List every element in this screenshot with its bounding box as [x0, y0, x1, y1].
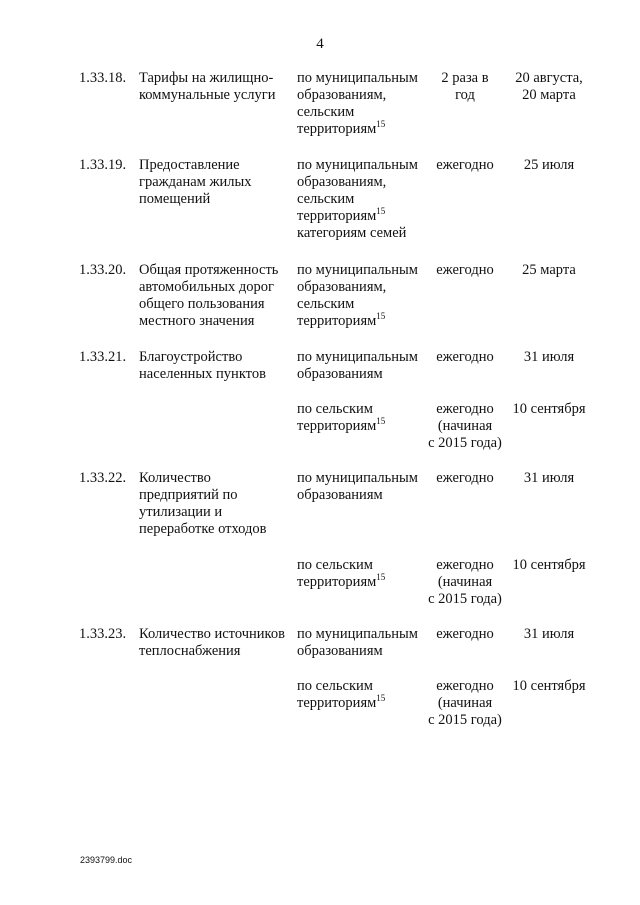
table-row	[0, 262, 640, 329]
footnote-ref: 15	[376, 206, 386, 216]
footnote-ref: 15	[376, 311, 386, 321]
item-number: 1.33.23.	[79, 626, 127, 642]
deadline	[503, 262, 595, 279]
disaggregation-line: сельским	[297, 296, 355, 312]
footnote-ref: 15	[376, 119, 386, 129]
deadline-line: 20 августа,	[515, 70, 583, 86]
disaggregation	[297, 262, 427, 330]
disaggregation	[297, 70, 427, 138]
periodicity-line: с 2015 года)	[428, 591, 502, 607]
indicator-name-line: коммунальные услуги	[139, 87, 276, 103]
indicator-name-line: общего пользования	[139, 296, 265, 312]
indicator-name	[139, 626, 297, 660]
disaggregation-line: по муниципальным	[297, 626, 418, 642]
footnote-ref: 15	[376, 416, 386, 426]
item-number: 1.33.20.	[79, 262, 127, 278]
table-row	[0, 349, 640, 382]
disaggregation-line: образованиям	[297, 643, 383, 659]
indicator-name	[139, 262, 297, 330]
disaggregation-line: по муниципальным	[297, 70, 418, 86]
table-row	[0, 470, 640, 537]
periodicity-line: ежегодно	[436, 626, 494, 642]
page-number: 4	[316, 36, 324, 52]
table-row	[0, 401, 640, 451]
periodicity-line: ежегодно	[436, 349, 494, 365]
disaggregation	[297, 157, 427, 242]
table-row	[0, 626, 640, 659]
table-row	[0, 157, 640, 241]
periodicity	[423, 470, 507, 487]
disaggregation	[297, 626, 427, 660]
deadline-line: 10 сентября	[512, 401, 586, 417]
disaggregation-line: сельским	[297, 191, 355, 207]
indicator-name-line: Количество источников	[139, 626, 285, 642]
indicator-name	[139, 349, 297, 383]
disaggregation-line: территориям$^{15}$	[297, 572, 386, 590]
indicator-name-line: Тарифы на жилищно-	[139, 70, 274, 86]
periodicity-line: с 2015 года)	[428, 435, 502, 451]
indicator-name	[139, 70, 297, 104]
deadline-line: 10 сентября	[512, 557, 586, 573]
deadline	[503, 70, 595, 104]
disaggregation-line: по муниципальным	[297, 349, 418, 365]
disaggregation	[297, 349, 427, 383]
deadline-line: 25 июля	[523, 157, 575, 173]
periodicity	[423, 626, 507, 643]
deadline	[503, 557, 595, 574]
periodicity-line: (начиная	[437, 574, 493, 590]
periodicity	[423, 157, 507, 174]
disaggregation-line: сельским	[297, 104, 355, 120]
periodicity-line: с 2015 года)	[428, 712, 502, 728]
disaggregation	[297, 678, 427, 712]
disaggregation-line: территориям$^{15}$	[297, 119, 386, 137]
disaggregation-line: территориям$^{15}$	[297, 693, 386, 711]
periodicity	[423, 678, 507, 729]
table-row	[0, 678, 640, 728]
indicator-name-line: гражданам жилых	[139, 174, 252, 190]
disaggregation-line: по муниципальным	[297, 470, 418, 486]
item-number: 1.33.18.	[79, 70, 127, 86]
periodicity	[423, 349, 507, 366]
periodicity-line: ежегодно	[436, 157, 494, 173]
indicator-name-line: помещений	[139, 191, 211, 207]
disaggregation-line: территориям$^{15}$	[297, 206, 386, 224]
disaggregation-line: образованиям	[297, 487, 383, 503]
periodicity-line: ежегодно	[436, 262, 494, 278]
deadline-line: 20 марта	[522, 87, 576, 103]
deadline-line: 25 марта	[522, 262, 576, 278]
deadline	[503, 678, 595, 695]
periodicity-line: ежегодно	[436, 470, 494, 486]
disaggregation	[297, 470, 427, 504]
deadline-line: 31 июля	[523, 470, 575, 486]
item-number: 1.33.21.	[79, 349, 127, 365]
periodicity-line: год	[455, 87, 475, 103]
deadline	[503, 401, 595, 418]
periodicity	[423, 262, 507, 279]
deadline-line: 31 июля	[523, 349, 575, 365]
disaggregation-line: по сельским	[297, 557, 373, 573]
indicator-name-line: предприятий по	[139, 487, 238, 503]
item-number: 1.33.22.	[79, 470, 127, 486]
periodicity-line: ежегодно	[436, 678, 494, 694]
disaggregation-line: по муниципальным	[297, 157, 418, 173]
periodicity	[423, 70, 507, 104]
indicator-name-line: Общая протяженность	[139, 262, 279, 278]
indicator-name	[139, 470, 297, 538]
indicator-name-line: автомобильных дорог	[139, 279, 274, 295]
table-row	[0, 557, 640, 607]
periodicity-line: ежегодно	[436, 401, 494, 417]
footnote-ref: 15	[376, 693, 386, 703]
disaggregation-line: по сельским	[297, 401, 373, 417]
indicator-name-line: населенных пунктов	[139, 366, 266, 382]
indicator-name-line: теплоснабжения	[139, 643, 241, 659]
disaggregation-line: образованиям,	[297, 279, 387, 295]
deadline	[503, 349, 595, 366]
item-number: 1.33.19.	[79, 157, 127, 173]
indicator-name-line: Предоставление	[139, 157, 240, 173]
disaggregation	[297, 557, 427, 591]
indicator-name	[139, 157, 297, 208]
disaggregation-line: территориям$^{15}$	[297, 416, 386, 434]
periodicity	[423, 401, 507, 452]
deadline	[503, 626, 595, 643]
indicator-name-line: Благоустройство	[139, 349, 243, 365]
periodicity-line: 2 раза в	[441, 70, 489, 86]
footnote-ref: 15	[376, 572, 386, 582]
periodicity-line: (начиная	[437, 695, 493, 711]
deadline-line: 10 сентября	[512, 678, 586, 694]
periodicity	[423, 557, 507, 608]
disaggregation-line: категориям семей	[297, 225, 407, 241]
disaggregation-line: территориям$^{15}$	[297, 311, 386, 329]
document-id: 2393799.doc	[80, 855, 133, 865]
periodicity-line: (начиная	[437, 418, 493, 434]
disaggregation-line: образованиям,	[297, 174, 387, 190]
disaggregation-line: образованиям	[297, 366, 383, 382]
deadline	[503, 470, 595, 487]
deadline-line: 31 июля	[523, 626, 575, 642]
indicator-name-line: местного значения	[139, 313, 255, 329]
deadline	[503, 157, 595, 174]
periodicity-line: ежегодно	[436, 557, 494, 573]
indicator-name-line: утилизации и	[139, 504, 223, 520]
indicator-name-line: переработке отходов	[139, 521, 267, 537]
table-row	[0, 70, 640, 137]
disaggregation-line: по муниципальным	[297, 262, 418, 278]
disaggregation	[297, 401, 427, 435]
disaggregation-line: по сельским	[297, 678, 373, 694]
disaggregation-line: образованиям,	[297, 87, 387, 103]
indicator-name-line: Количество	[139, 470, 211, 486]
